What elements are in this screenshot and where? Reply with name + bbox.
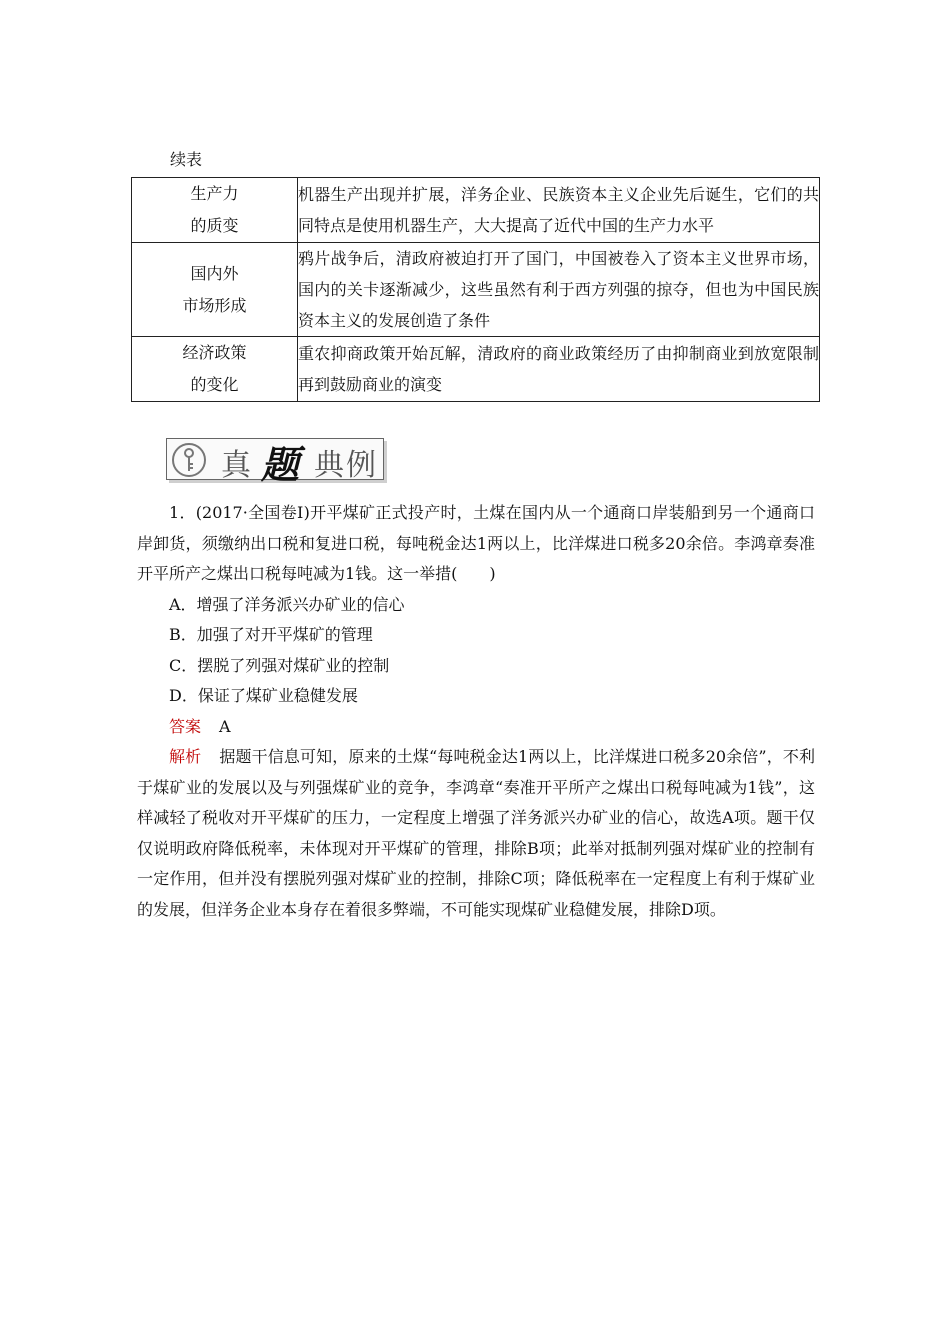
section-banner bbox=[166, 432, 384, 487]
table-row-content: 重农抑商政策开始瓦解，清政府的商业政策经历了由抑制商业到放宽限制再到鼓励商业的演变 bbox=[298, 337, 820, 402]
question-stem: 1．(2017·全国卷Ⅰ)开平煤矿正式投产时，土煤在国内从一个通商口岸装船到另一个通商口岸卸货，须缴纳出口税和复进口税，每吨税金达1两以上，比洋煤进口税多20余倍。李鸿章奏准开平所产之煤出口税每吨减为1钱。这一举措( ) bbox=[137, 503, 815, 583]
option-c: C．摆脱了列强对煤矿业的控制 bbox=[169, 655, 390, 675]
banner-char: 真 bbox=[221, 448, 251, 483]
explanation-text: 据题干信息可知，原来的土煤“每吨税金达1两以上，比洋煤进口税多20余倍”，不利于煤矿业的发展以及与列强煤矿业的竞争，李鸿章“奏准开平所产之煤出口税每吨减为1钱”，这样减轻了税收对开平煤矿的压力，一定程度上增强了洋务派兴办矿业的信心，故选A项。题干仅仅说明政府降低税率，未体现对开平煤矿的管理，排除B项；此举对抵制列强对煤矿业的控制有一定作用，但并没有摆脱列强对煤矿业的控制，排除C项；降低税率在一定程度上有利于煤矿业的发展，但洋务企业本身存在着很多弊端，不可能实现煤矿业稳健发展，排除D项。 bbox=[137, 747, 815, 919]
answer-row bbox=[137, 712, 815, 743]
option-d: D．保证了煤矿业稳健发展 bbox=[169, 686, 358, 705]
banner-char-emphasis: 题 bbox=[261, 442, 300, 487]
key-icon bbox=[169, 440, 209, 480]
row-head-line: 市场形成 bbox=[182, 295, 247, 315]
banner-char: 典 bbox=[314, 448, 344, 483]
row-head-line: 的变化 bbox=[190, 375, 239, 394]
table-row-head bbox=[132, 243, 298, 337]
table-row-content: 机器生产出现并扩展，洋务企业、民族资本主义企业先后诞生，它们的共同特点是使用机器生产，大大提高了近代中国的生产力水平 bbox=[298, 178, 820, 243]
explanation-label: 解析 bbox=[169, 747, 202, 766]
table-row-head bbox=[132, 337, 298, 402]
option-b: B．加强了对开平煤矿的管理 bbox=[169, 625, 373, 644]
row-head-line: 生产力 bbox=[190, 184, 239, 203]
answer-label: 答案 bbox=[169, 716, 202, 736]
banner-char: 例 bbox=[346, 448, 376, 483]
row-head-line: 的质变 bbox=[190, 216, 239, 235]
table-row bbox=[132, 178, 820, 243]
explanation bbox=[137, 742, 815, 925]
table-row-head bbox=[132, 178, 298, 243]
continued-table-label: 续表 bbox=[170, 150, 203, 169]
table-row bbox=[132, 243, 820, 337]
answer-value: A bbox=[219, 716, 231, 736]
table-row bbox=[132, 337, 820, 402]
summary-table bbox=[131, 177, 820, 402]
row-head-line: 国内外 bbox=[190, 263, 239, 283]
table-row-content: 鸦片战争后，清政府被迫打开了国门，中国被卷入了资本主义世界市场，国内的关卡逐渐减少，这些虽然有利于西方列强的掠夺，但也为中国民族资本主义的发展创造了条件 bbox=[298, 243, 820, 337]
question-block bbox=[137, 498, 815, 925]
row-head-line: 经济政策 bbox=[182, 343, 247, 362]
option-a: A．增强了洋务派兴办矿业的信心 bbox=[169, 594, 405, 614]
